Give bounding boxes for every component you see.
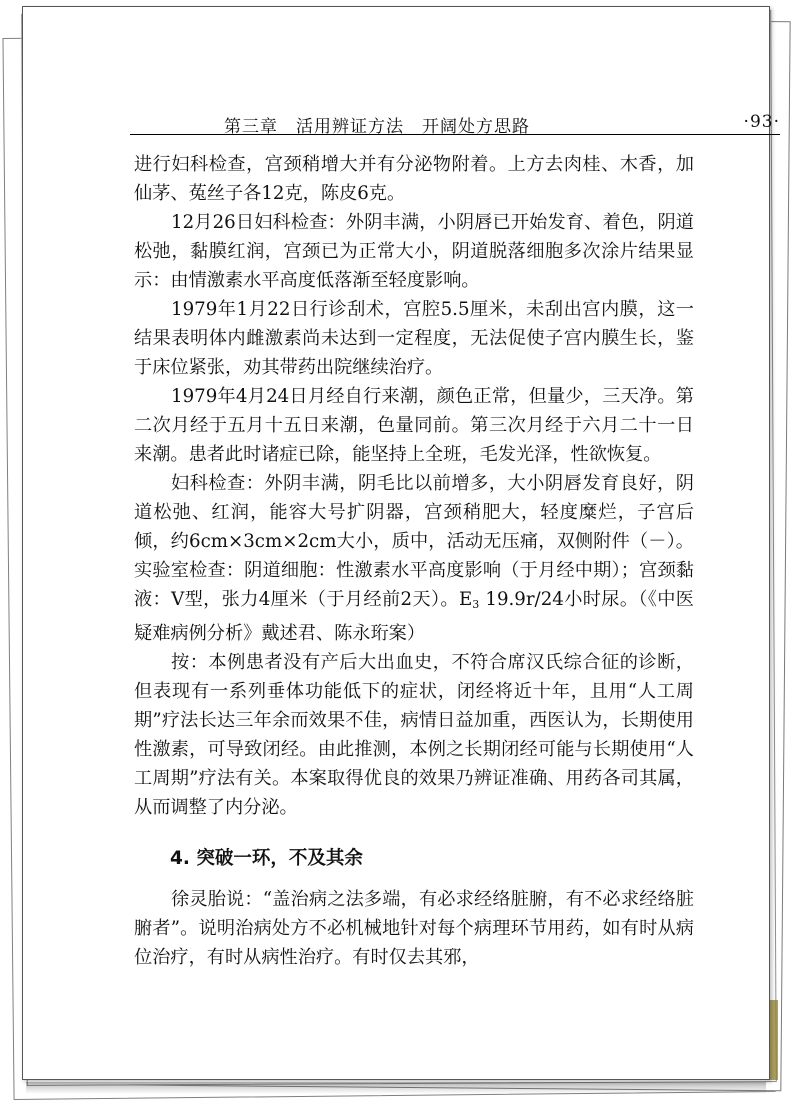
paragraph: 12月26日妇科检查：外阴丰满，小阴唇已开始发育、着色，阴道松弛，黏膜红润，宫颈已为正常大小，阴道脱落细胞多次涂片结果显示：由情激素水平高度低落渐至轻度影响。 bbox=[134, 212, 694, 291]
page-body bbox=[134, 150, 694, 972]
paragraph: 进行妇科检查，宫颈稍增大并有分泌物附着。上方去肉桂、木香，加仙茅、菟丝子各12克，陈皮6克。 bbox=[134, 154, 694, 204]
paragraph-text: 19.9r/24小时尿。（《中医疑难病例分析》戴述君、陈永珩案） bbox=[134, 589, 694, 644]
paragraph: 1979年1月22日行诊刮术，宫腔5.5厘米，未刮出宫内膜，这一结果表明体内雌激素尚未达到一定程度，无法促使子宫内膜生长，鉴于床位紧张，劝其带药出院继续治疗。 bbox=[134, 299, 694, 378]
paragraph: 1979年4月24日月经自行来潮，颜色正常，但量少，三天净。第二次月经于五月十五日来潮，色量同前。第三次月经于六月二十一日来潮。患者此时诸症已除，能坚持上全班，毛发光泽，性欲恢复。 bbox=[134, 386, 694, 465]
page-stack-shadow bbox=[26, 1082, 766, 1094]
page-number: ·93· bbox=[743, 112, 780, 132]
paragraph bbox=[134, 469, 694, 648]
commentary-paragraph: 按：本例患者没有产后大出血史，不符合席汉氏综合征的诊断，但表现有一系列垂体功能低下的症状，闭经将近十年，且用“人工周期”疗法长达三年余而效果不佳，病情日益加重，西医认为，长期使用性激素，可导致闭经。由此推测，本例之长期闭经可能与长期使用“人工周期”疗法有关。本案取得优良的效果乃辨证准确、用药各司其属，从而调整了内分泌。 bbox=[134, 652, 694, 818]
chapter-title: 第三章 活用辨证方法 开阔处方思路 bbox=[224, 117, 530, 137]
section-heading: 4. 突破一环，不及其余 bbox=[170, 848, 363, 869]
paragraph: 徐灵胎说：“盖治病之法多端，有必求经络脏腑，有不必求经络脏腑者”。说明治病处方不必机械地针对每个病理环节用药，如有时从病位治疗，有时从病性治疗。有时仅去其邪， bbox=[134, 889, 694, 968]
paragraph-text: 妇科检查：外阴丰满，阴毛比以前增多，大小阴唇发育良好，阴道松弛、红润，能容大号扩阴器，宫颈稍肥大，轻度糜烂，子宫后倾，约6cm×3cm×2cm大小，质中，活动无压痛，双侧附件（－）。实验室检查：阴道细胞：性激素水平高度影响（于月经中期）；宫颈黏液：Ⅴ型，张力4厘米（于月经前2天）。E bbox=[134, 473, 694, 610]
subscript: 3 bbox=[472, 598, 480, 611]
running-header bbox=[130, 108, 780, 135]
